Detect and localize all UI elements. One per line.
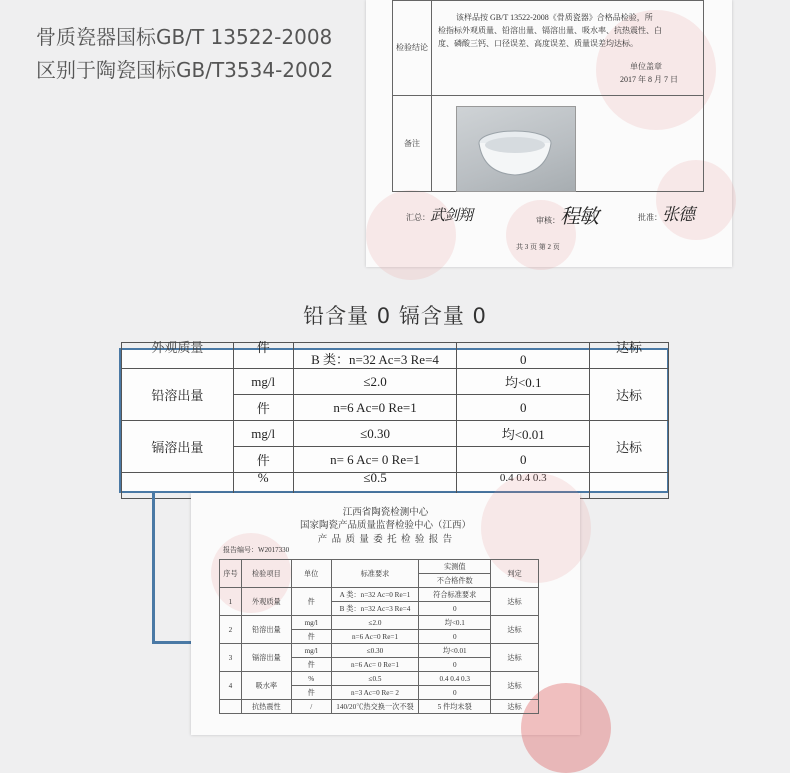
table-cell: 均<0.1	[457, 369, 590, 395]
org-name-national: 国家陶瓷产品质量监督检验中心（江西）	[299, 521, 471, 531]
table-cell: 铅溶出量	[241, 616, 291, 644]
table-cell: 吸水率	[241, 672, 291, 700]
table-cell: ≤0.30	[331, 644, 419, 658]
column-header: 判定	[491, 560, 539, 588]
bowl-image	[457, 107, 575, 191]
table-cell: 达标	[590, 421, 669, 473]
table-cell: 镉溶出量	[241, 644, 291, 672]
org-name: 江西省陶瓷检测中心	[342, 508, 429, 518]
table-cell: n=6 Ac=0 Re=1	[331, 630, 419, 644]
table-cell: 1	[220, 588, 242, 616]
table-cell: 铅溶出量	[122, 369, 234, 421]
table-cell: n= 6 Ac= 0 Re=1	[293, 447, 457, 473]
table-cell: ≤0.30	[293, 421, 457, 447]
table-cell: n=3 Ac=0 Re= 2	[331, 686, 419, 700]
inspection-result-table	[219, 559, 539, 714]
callout-connector	[152, 493, 155, 644]
table-cell: 均<0.01	[457, 421, 590, 447]
column-header: 单位	[291, 560, 331, 588]
report-title: 产 品 质 量 委 托 检 验 报 告	[317, 535, 454, 545]
table-cell: 达标	[491, 672, 539, 700]
table-cell: ≤2.0	[331, 616, 419, 630]
table-cell: mg/l	[233, 421, 293, 447]
table-cell: 件	[233, 395, 293, 421]
table-cell: 件	[291, 686, 331, 700]
table-header-row	[220, 560, 539, 574]
report-page-top	[366, 0, 732, 267]
report-date: 2017 年 8 月 7 日	[620, 74, 678, 84]
table-cell: 件	[291, 630, 331, 644]
table-cell: B 类：n=32 Ac=3 Re=4	[331, 602, 419, 616]
table-cell: 0	[419, 686, 491, 700]
table-cell: n=6 Ac=0 Re=1	[293, 395, 457, 421]
conclusion-cell	[432, 1, 704, 96]
table-cell: 外观质量	[241, 588, 291, 616]
table-cell: A 类：n=32 Ac=0 Re=1	[331, 588, 419, 602]
table-row	[220, 616, 539, 630]
table-cell: 达标	[590, 343, 669, 369]
table-cell: mg/l	[233, 369, 293, 395]
table-row	[220, 672, 539, 686]
compiler-signature: 汇总：武剑翔	[406, 206, 473, 224]
stamp-text: 单位盖章	[630, 61, 662, 71]
table-cell: 均<0.01	[419, 644, 491, 658]
page-number: 共 3 页 第 2 页	[516, 243, 560, 251]
report-number: 报告编号：W2017330	[223, 546, 290, 554]
table-cell: 0	[419, 602, 491, 616]
product-photo	[456, 106, 576, 192]
table-cell: 抗热震性	[241, 700, 291, 714]
table-cell	[590, 473, 669, 499]
column-header: 实测值	[419, 560, 491, 574]
table-cell: 均<0.1	[419, 616, 491, 630]
table-cell: 外观质量	[122, 343, 234, 369]
caption-line-1: 骨质瓷器国标GB/T 13522-2008	[36, 25, 333, 49]
table-row	[122, 343, 669, 369]
table-cell: 0	[457, 447, 590, 473]
table-cell: 符合标准要求	[419, 588, 491, 602]
table-cell: B 类：n=32 Ac=3 Re=4	[293, 343, 457, 369]
table-row	[220, 644, 539, 658]
table-cell: /	[291, 700, 331, 714]
table-row	[122, 421, 669, 447]
report-page-bottom	[191, 493, 580, 735]
table-cell: ≤2.0	[293, 369, 457, 395]
table-row	[122, 369, 669, 395]
table-cell: %	[233, 473, 293, 499]
table-cell: 3	[220, 644, 242, 672]
table-cell: 0.4 0.4 0.3	[419, 672, 491, 686]
zoomed-table-callout	[119, 340, 669, 493]
table-row	[220, 588, 539, 602]
zoomed-result-table	[121, 342, 669, 499]
column-header: 检验项目	[241, 560, 291, 588]
table-cell: 0	[457, 395, 590, 421]
table-cell: ≤0.5	[293, 473, 457, 499]
table-cell: 0.4 0.4 0.3	[457, 473, 590, 499]
conclusion-line: 检指标外观质量、铅溶出量、镉溶出量、吸水率、抗热震性、白	[438, 25, 662, 35]
table-cell: mg/l	[291, 644, 331, 658]
table-cell: 达标	[491, 616, 539, 644]
column-header: 序号	[220, 560, 242, 588]
lead-cadmium-title: 铅含量 0 镉含量 0	[303, 304, 487, 328]
table-cell: 镉溶出量	[122, 421, 234, 473]
table-cell: 4	[220, 672, 242, 700]
conclusion-line: 度、磷酸三钙、口径误差、高度误差、质量误差均达标。	[438, 38, 638, 48]
table-cell: mg/l	[291, 616, 331, 630]
table-row	[220, 700, 539, 714]
caption-line-2: 区别于陶瓷国标GB/T3534-2002	[36, 58, 334, 82]
remark-label: 备注	[393, 96, 432, 192]
table-cell: 件	[291, 588, 331, 616]
table-cell: 达标	[491, 588, 539, 616]
approver-signature: 批准：张德	[638, 205, 694, 225]
table-cell: n=6 Ac= 0 Re=1	[331, 658, 419, 672]
table-cell: 达标	[491, 644, 539, 672]
table-cell	[220, 700, 242, 714]
table-cell: 达标	[590, 369, 669, 421]
table-cell: ≤0.5	[331, 672, 419, 686]
conclusion-label: 检验结论	[393, 1, 432, 96]
column-subheader: 不合格件数	[419, 574, 491, 588]
table-cell: 件	[233, 447, 293, 473]
conclusion-line: 该样品按 GB/T 13522-2008《骨质瓷器》合格品检验，所	[456, 12, 653, 22]
table-cell: 5 件均未裂	[419, 700, 491, 714]
table-cell: %	[291, 672, 331, 686]
table-cell: 件	[233, 343, 293, 369]
table-cell: 0	[419, 630, 491, 644]
table-cell: 0	[457, 343, 590, 369]
table-cell: 达标	[491, 700, 539, 714]
table-cell: 2	[220, 616, 242, 644]
table-cell: 件	[291, 658, 331, 672]
table-cell: 140/20℃热交换一次不裂	[331, 700, 419, 714]
column-header: 标准要求	[331, 560, 419, 588]
table-cell: 0	[419, 658, 491, 672]
reviewer-signature: 审核：程敏	[536, 204, 598, 228]
